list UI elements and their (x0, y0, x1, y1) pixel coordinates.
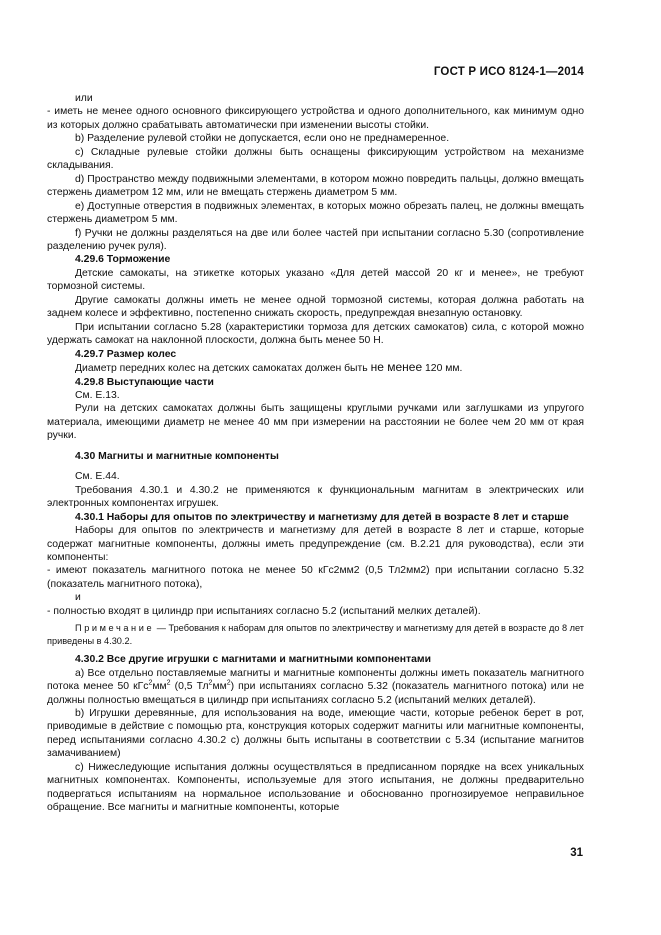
clause-a: a) Все отдельно поставляемые магниты и магнитные компоненты должны иметь показатель магнитного потока менее 50 $кГс^2мм^2$ (0,5 $Тл^2мм^2$) при испытаниях согласно 5.32 (показатель магнитного потока) или не должны полностью вмещаться в цилиндр при испытаниях согласно 5.2 (испытаний мелких деталей). (47, 667, 584, 706)
paragraph: Наборы для опытов по электричеств и магнетизму для детей в возрасте 8 лет и старше, которые содержат магнитные компоненты, должны иметь предупреждение (см. В.2.21 для руководства), если эти компоненты: (47, 525, 584, 563)
paragraph: Другие самокаты должны иметь не менее одной тормозной системы, которая должна работать на заднем колесе и эффективно, постепенно снижать скорость, предупреждая внезапную остановку. (47, 294, 584, 320)
paragraph: Диаметр передних колес на детских самокатах должен быть не менее 120 мм. (75, 360, 463, 375)
section-heading-4-29-8: 4.29.8 Выступающие части (75, 376, 214, 388)
clause-b: b) Разделение рулевой стойки не допускается, если оно не преднамеренное. (75, 133, 450, 145)
paragraph: Детские самокаты, на этикетке которых указано «Для детей массой 20 кг и менее», не требуют тормозной системы. (47, 267, 584, 293)
list-item: - полностью входят в цилиндр при испытаниях согласно 5.2 (испытаний мелких деталей). (47, 605, 481, 617)
cross-reference: См. Е.13. (75, 389, 120, 401)
clause-c: c) Нижеследующие испытания должны осуществляться в предписанном порядке на всех уникальных магнитных компонентах. Компоненты, используемые для этого испытания, не должны предварительно подвергаться испытаниям на нормальное использование и обоснованно прогнозируемое неправильное обращение. Все магниты и магнитные компоненты, которые (47, 761, 584, 814)
section-heading-4-29-6: 4.29.6 Торможение (75, 254, 171, 266)
note-label: Примечание (75, 623, 155, 634)
paragraph: При испытании согласно 5.28 (характеристики тормоза для детских самокатов) сила, с которой можно удержать самокат на наклонной плоскости, должна быть менее 50 Н. (47, 321, 584, 347)
page-number: 31 (570, 847, 583, 859)
standard-header: ГОСТ Р ИСО 8124-1—2014 (433, 66, 584, 78)
clause-c: c) Складные рулевые стойки должны быть оснащены фиксирующим устройством на механизме складывания. (47, 146, 584, 172)
clause-b: b) Игрушки деревянные, для использования на воде, имеющие части, которые ребенок берет в рот, приводимые в действие с помощью рта, конструкция которых содержит магниты или магнитные компоненты, перед испытаниями согласно 4.30.2 с) должны быть испытаны в соответствии с 5.34 (испытание магнитов замачиванием) (47, 708, 584, 760)
list-item: - иметь не менее одного основного фиксирующего устройства и одного дополнительного, как минимум одно из которых должно срабатывать автоматически при изменении высоты стойки. (47, 106, 584, 131)
section-heading-4-30-2: 4.30.2 Все другие игрушки с магнитами и магнитными компонентами (75, 654, 431, 666)
clause-d: d) Пространство между подвижными элементами, в котором можно повредить пальцы, должно вмещать стержень диаметром 12 мм, или не вмещать стержень диаметром 5 мм. (47, 173, 584, 199)
emphasis-text: не менее (370, 360, 423, 375)
note: Примечание — Требования к наборам для опытов по электричеству и магнетизму для детей в возрасте до 8 лет приведены в 4.30.2. (47, 623, 585, 646)
document-body (47, 92, 584, 815)
section-heading-4-30-1: 4.30.1 Наборы для опытов по электричеству и магнетизму для детей в возрасте 8 лет и старше (75, 511, 569, 523)
text-line: и (75, 592, 81, 604)
text-line: или (75, 93, 93, 104)
clause-f: f) Ручки не должны разделяться на две или более частей при испытании согласно 5.30 (сопротивление разделению ручек руля). (47, 227, 584, 252)
paragraph: Рули на детских самокатах должны быть защищены круглыми ручками или заглушками из упругого материала, имеющими диаметр не менее 40 мм при измерении на расстоянии не более чем 20 мм от края ручки. (47, 403, 584, 442)
cross-reference: См. Е.44. (75, 471, 120, 483)
clause-e: e) Доступные отверстия в подвижных элементах, в которых можно обрезать палец, не должны вмещать стержень диаметром 5 мм. (47, 200, 584, 226)
list-item: - имеют показатель магнитного потока не менее 50 кГс2мм2 (0,5 Тл2мм2) при испытании согласно 5.32 (показатель магнитного потока), (47, 565, 584, 590)
section-heading-4-30: 4.30 Магниты и магнитные компоненты (75, 450, 279, 462)
section-heading-4-29-7: 4.29.7 Размер колес (75, 348, 177, 360)
paragraph: Требования 4.30.1 и 4.30.2 не применяются к функциональным магнитам в электрических или электронных компонентах игрушек. (47, 484, 584, 510)
